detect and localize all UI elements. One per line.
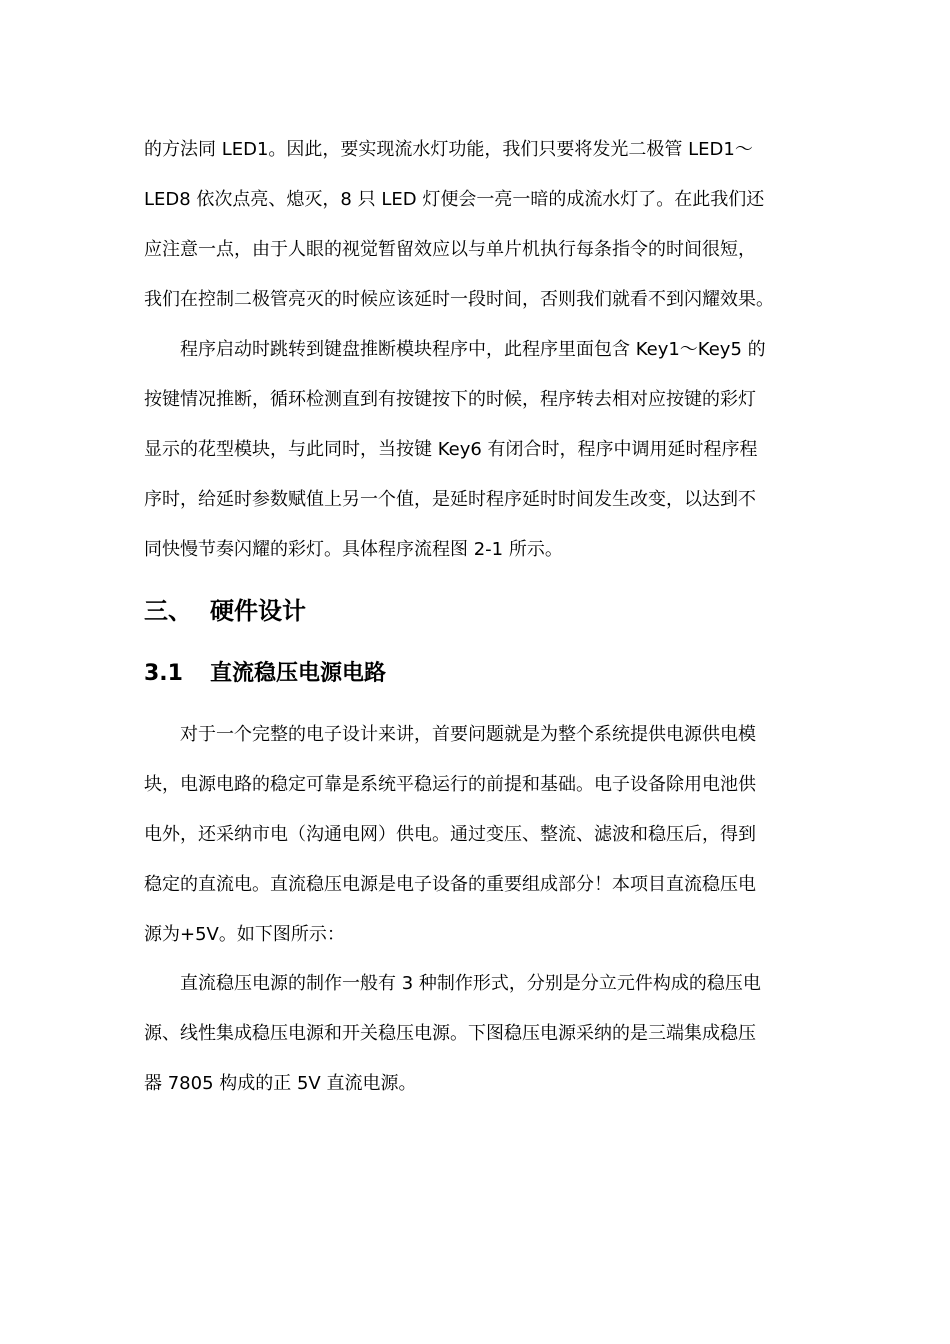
paragraph-3-line-1: 对于一个完整的电子设计来讲，首要问题就是为整个系统提供电源供电模 <box>180 724 756 745</box>
subsection-heading <box>144 660 386 688</box>
section-title: 硬件设计 <box>210 597 306 625</box>
paragraph-2-line-5: 同快慢节奏闪耀的彩灯。具体程序流程图 2-1 所示。 <box>144 539 563 560</box>
paragraph-4-line-1: 直流稳压电源的制作一般有 3 种制作形式，分别是分立元件构成的稳压电 <box>180 973 761 994</box>
paragraph-3-line-3: 电外，还采纳市电（沟通电网）供电。通过变压、整流、滤波和稳压后，得到 <box>144 824 756 845</box>
paragraph-4-line-2: 源、线性集成稳压电源和开关稳压电源。下图稳压电源采纳的是三端集成稳压 <box>144 1023 756 1044</box>
paragraph-2-line-3: 显示的花型模块，与此同时，当按键 Key6 有闭合时，程序中调用延时程序程 <box>144 439 758 460</box>
paragraph-3-line-4: 稳定的直流电。直流稳压电源是电子设备的重要组成部分！本项目直流稳压电 <box>144 874 756 895</box>
paragraph-3-line-2: 块，电源电路的稳定可靠是系统平稳运行的前提和基础。电子设备除用电池供 <box>144 774 756 795</box>
subsection-title: 直流稳压电源电路 <box>210 661 387 686</box>
paragraph-1-line-1: 的方法同 LED1。因此，要实现流水灯功能，我们只要将发光二极管 LED1～ <box>144 139 753 160</box>
paragraph-3-line-5: 源为+5V。如下图所示： <box>144 924 345 945</box>
section-number: 三、 <box>144 597 192 625</box>
paragraph-4-line-3: 器 7805 构成的正 5V 直流电源。 <box>144 1073 417 1094</box>
paragraph-2-line-1: 程序启动时跳转到键盘推断模块程序中，此程序里面包含 Key1～Key5 的 <box>180 339 766 360</box>
paragraph-1-line-3: 应注意一点，由于人眼的视觉暂留效应以与单片机执行每条指令的时间很短， <box>144 239 756 260</box>
paragraph-1-line-4: 我们在控制二极管亮灭的时候应该延时一段时间，否则我们就看不到闪耀效果。 <box>144 289 774 310</box>
paragraph-2-line-4: 序时，给延时参数赋值上另一个值，是延时程序延时时间发生改变，以达到不 <box>144 489 756 510</box>
section-heading <box>144 596 306 626</box>
subsection-number: 3.1 <box>144 661 183 686</box>
paragraph-1-line-2: LED8 依次点亮、熄灭，8 只 LED 灯便会一亮一暗的成流水灯了。在此我们还 <box>144 189 765 210</box>
paragraph-2-line-2: 按键情况推断，循环检测直到有按键按下的时候，程序转去相对应按键的彩灯 <box>144 389 756 410</box>
